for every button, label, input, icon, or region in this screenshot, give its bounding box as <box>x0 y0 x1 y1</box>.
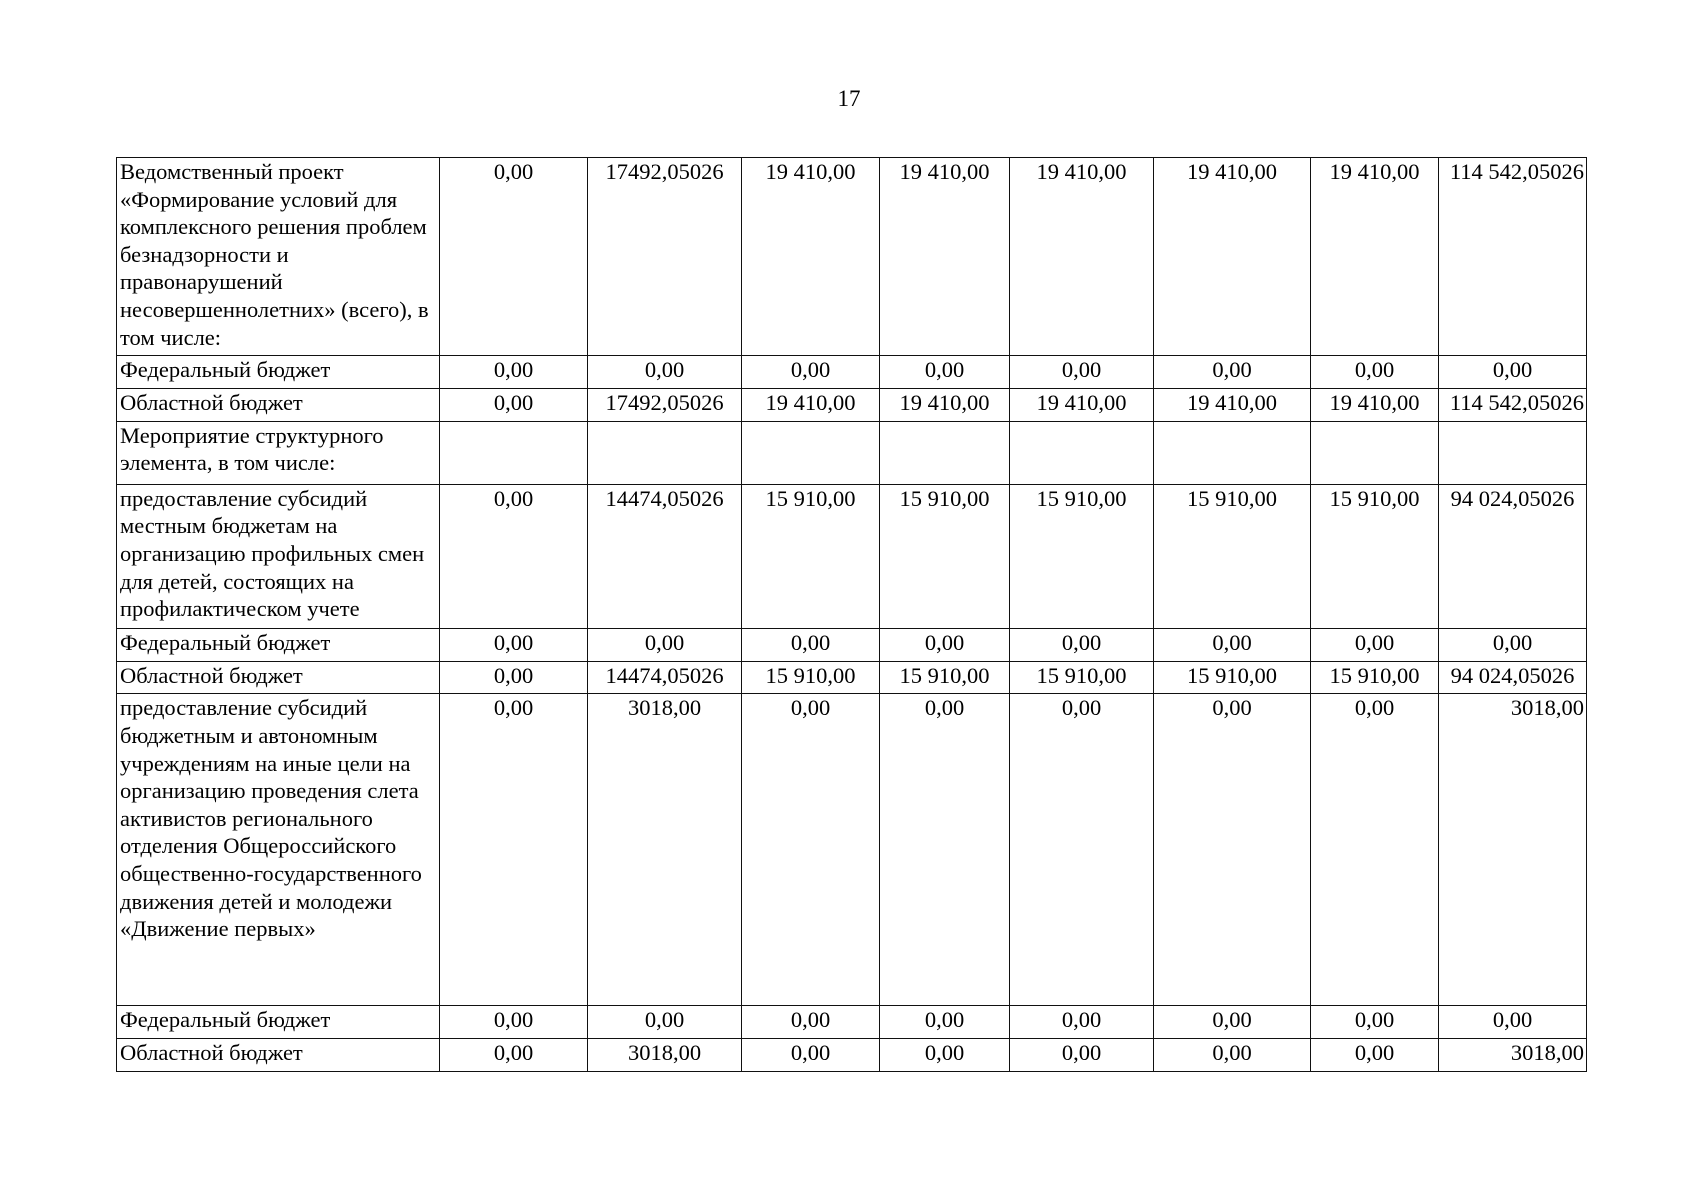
row-label: Федеральный бюджет <box>117 1006 440 1039</box>
value-cell <box>1154 421 1311 484</box>
value-cell: 14474,05026 <box>588 661 742 694</box>
value-cell: 0,00 <box>1311 1006 1439 1039</box>
value-cell <box>1311 421 1439 484</box>
budget-table <box>116 157 1587 1072</box>
value-cell: 0,00 <box>1311 1039 1439 1072</box>
row-label: Областной бюджет <box>117 661 440 694</box>
value-cell: 3018,00 <box>1439 694 1587 1006</box>
value-cell: 0,00 <box>880 1006 1010 1039</box>
value-cell: 0,00 <box>1311 628 1439 661</box>
value-cell: 0,00 <box>440 694 588 1006</box>
value-cell: 94 024,05026 <box>1439 484 1587 628</box>
value-cell: 19 410,00 <box>1311 158 1439 356</box>
row-label: Областной бюджет <box>117 389 440 422</box>
value-cell: 19 410,00 <box>1311 389 1439 422</box>
value-cell: 0,00 <box>880 694 1010 1006</box>
value-cell: 15 910,00 <box>1010 484 1154 628</box>
table-row <box>117 1039 1587 1072</box>
value-cell: 0,00 <box>1311 694 1439 1006</box>
value-cell: 0,00 <box>1010 356 1154 389</box>
value-cell: 15 910,00 <box>1311 661 1439 694</box>
value-cell: 0,00 <box>588 356 742 389</box>
value-cell: 0,00 <box>742 628 880 661</box>
value-cell: 0,00 <box>1010 628 1154 661</box>
value-cell: 15 910,00 <box>1311 484 1439 628</box>
row-label: предоставление субсидий бюджетным и автономным учреждениям на иные цели на организацию проведения слета активистов регионального отделения Общероссийского общественно-государственного движения детей и молодежи «Движение первых» <box>117 694 440 1006</box>
value-cell: 0,00 <box>1010 1039 1154 1072</box>
row-label: предоставление субсидий местным бюджетам на организацию профильных смен для детей, состоящих на профилактическом учете <box>117 484 440 628</box>
value-cell: 19 410,00 <box>742 389 880 422</box>
value-cell: 0,00 <box>1439 356 1587 389</box>
value-cell: 0,00 <box>1154 356 1311 389</box>
value-cell: 15 910,00 <box>1154 484 1311 628</box>
value-cell: 15 910,00 <box>742 661 880 694</box>
value-cell: 0,00 <box>1439 628 1587 661</box>
value-cell <box>880 421 1010 484</box>
value-cell: 0,00 <box>440 661 588 694</box>
value-cell: 15 910,00 <box>880 484 1010 628</box>
table-row <box>117 694 1587 1006</box>
value-cell: 19 410,00 <box>880 389 1010 422</box>
value-cell: 0,00 <box>440 1006 588 1039</box>
value-cell: 19 410,00 <box>880 158 1010 356</box>
value-cell: 0,00 <box>880 628 1010 661</box>
value-cell: 0,00 <box>1154 1039 1311 1072</box>
value-cell: 19 410,00 <box>1154 158 1311 356</box>
value-cell: 15 910,00 <box>1154 661 1311 694</box>
row-label: Федеральный бюджет <box>117 356 440 389</box>
value-cell: 0,00 <box>742 1006 880 1039</box>
table-row <box>117 628 1587 661</box>
row-label: Федеральный бюджет <box>117 628 440 661</box>
value-cell: 0,00 <box>1154 1006 1311 1039</box>
value-cell: 0,00 <box>880 1039 1010 1072</box>
value-cell: 0,00 <box>440 356 588 389</box>
value-cell: 0,00 <box>440 158 588 356</box>
table-row <box>117 421 1587 484</box>
value-cell: 0,00 <box>1439 1006 1587 1039</box>
row-label: Ведомственный проект «Формирование условий для комплексного решения проблем безнадзорности и правонарушений несовершеннолетних» (всего), в том числе: <box>117 158 440 356</box>
value-cell <box>742 421 880 484</box>
value-cell: 0,00 <box>1010 694 1154 1006</box>
value-cell: 0,00 <box>440 484 588 628</box>
value-cell: 114 542,05026 <box>1439 389 1587 422</box>
table-row <box>117 356 1587 389</box>
value-cell: 0,00 <box>1154 694 1311 1006</box>
value-cell: 15 910,00 <box>880 661 1010 694</box>
value-cell: 0,00 <box>742 1039 880 1072</box>
value-cell: 0,00 <box>440 1039 588 1072</box>
table-row <box>117 661 1587 694</box>
row-label: Мероприятие структурного элемента, в том числе: <box>117 421 440 484</box>
value-cell: 3018,00 <box>588 1039 742 1072</box>
value-cell: 15 910,00 <box>742 484 880 628</box>
table-row <box>117 389 1587 422</box>
page-number: 17 <box>837 86 861 111</box>
table-row <box>117 158 1587 356</box>
value-cell: 0,00 <box>588 628 742 661</box>
value-cell <box>588 421 742 484</box>
value-cell: 0,00 <box>880 356 1010 389</box>
value-cell: 3018,00 <box>1439 1039 1587 1072</box>
value-cell: 19 410,00 <box>1010 158 1154 356</box>
table-row <box>117 484 1587 628</box>
value-cell: 3018,00 <box>588 694 742 1006</box>
value-cell <box>440 421 588 484</box>
value-cell: 17492,05026 <box>588 158 742 356</box>
value-cell: 19 410,00 <box>1010 389 1154 422</box>
table-row <box>117 1006 1587 1039</box>
value-cell: 0,00 <box>1154 628 1311 661</box>
value-cell: 15 910,00 <box>1010 661 1154 694</box>
value-cell: 94 024,05026 <box>1439 661 1587 694</box>
value-cell: 0,00 <box>1010 1006 1154 1039</box>
value-cell: 0,00 <box>1311 356 1439 389</box>
value-cell: 0,00 <box>440 628 588 661</box>
value-cell: 19 410,00 <box>742 158 880 356</box>
value-cell: 17492,05026 <box>588 389 742 422</box>
value-cell: 0,00 <box>588 1006 742 1039</box>
value-cell: 114 542,05026 <box>1439 158 1587 356</box>
value-cell: 0,00 <box>742 356 880 389</box>
row-label: Областной бюджет <box>117 1039 440 1072</box>
value-cell: 14474,05026 <box>588 484 742 628</box>
value-cell: 19 410,00 <box>1154 389 1311 422</box>
value-cell: 0,00 <box>440 389 588 422</box>
value-cell <box>1439 421 1587 484</box>
value-cell: 0,00 <box>742 694 880 1006</box>
value-cell <box>1010 421 1154 484</box>
